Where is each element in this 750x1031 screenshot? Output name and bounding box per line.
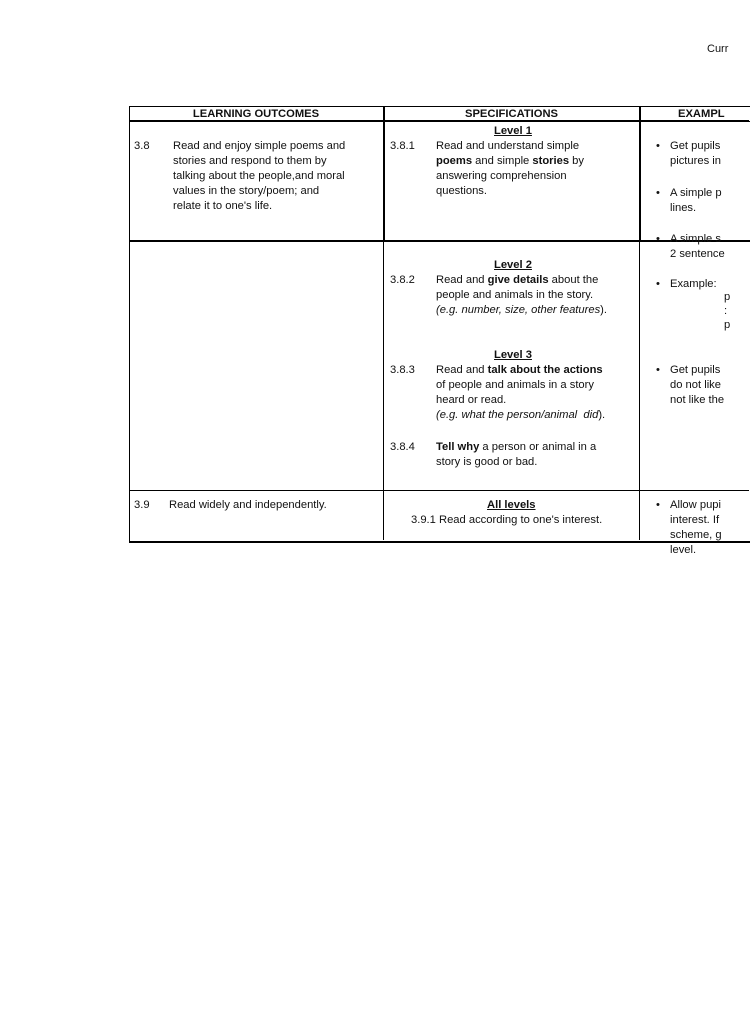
example-line: 2 sentence xyxy=(670,248,725,260)
spec-text: about the xyxy=(548,274,599,286)
spec-line xyxy=(436,440,596,455)
spec-text: and simple xyxy=(472,155,533,167)
column-divider xyxy=(383,106,384,540)
example-line: : xyxy=(724,305,728,317)
example-bullet: • Get pupils xyxy=(670,363,720,378)
spec-emphasis: Tell why xyxy=(436,441,480,453)
spec-number: 3.8.1 xyxy=(390,140,415,152)
example-line: p xyxy=(724,319,731,331)
spec-line: Read and understand simple xyxy=(436,140,580,152)
outcome-number: 3.9 xyxy=(134,499,150,511)
spec-text: a person or animal in a xyxy=(479,441,597,453)
example-bullet: • Example: xyxy=(670,277,717,292)
example-bullet: • A simple p xyxy=(670,186,722,201)
column-header-examples: EXAMPL xyxy=(678,108,725,120)
spec-line: 3.9.1 Read according to one's interest. xyxy=(411,514,603,526)
spec-line xyxy=(436,303,607,318)
level-title: Level 3 xyxy=(494,349,532,361)
example-bullet: • Allow pupi xyxy=(670,498,721,513)
spec-line xyxy=(436,273,598,288)
spec-example: (e.g. number, size, other features xyxy=(436,304,601,316)
level-title: Level 1 xyxy=(494,125,532,137)
spec-emphasis: talk about the actions xyxy=(487,364,603,376)
spec-text: by xyxy=(569,155,585,167)
spec-line xyxy=(436,408,605,423)
outcome-line: talking about the people,and moral xyxy=(173,170,345,182)
spec-line: answering comprehension xyxy=(436,170,567,182)
outcome-line: values in the story/poem; and xyxy=(173,185,320,197)
example-line: pictures in xyxy=(670,155,721,167)
running-header: Curr xyxy=(707,43,729,55)
spec-line: people and animals in the story. xyxy=(436,289,594,301)
spec-emphasis: give details xyxy=(487,274,549,286)
example-line: scheme, g xyxy=(670,529,722,541)
spec-number: 3.8.3 xyxy=(390,364,415,376)
example-line: lines. xyxy=(670,202,697,214)
level-title: All levels xyxy=(487,499,536,511)
outcome-line: relate it to one's life. xyxy=(173,200,273,212)
example-bullet: • A simple s xyxy=(670,232,721,247)
spec-line: story is good or bad. xyxy=(436,456,538,468)
outcome-line: stories and respond to them by xyxy=(173,155,327,167)
example-line: interest. If xyxy=(670,514,720,526)
outcome-number: 3.8 xyxy=(134,140,150,152)
example-line: not like the xyxy=(670,394,725,406)
spec-text: Read and xyxy=(436,364,488,376)
spec-number: 3.8.4 xyxy=(390,441,415,453)
spec-emphasis: stories xyxy=(532,155,570,167)
example-bullet: • Get pupils xyxy=(670,139,720,154)
spec-line xyxy=(436,154,584,169)
spec-text: Read and xyxy=(436,274,488,286)
spec-line: heard or read. xyxy=(436,394,507,406)
spec-line xyxy=(436,363,603,378)
example-line: level. xyxy=(670,544,697,556)
spec-line: of people and animals in a story xyxy=(436,379,594,391)
level-title: Level 2 xyxy=(494,259,532,271)
outcome-line: Read and enjoy simple poems and xyxy=(173,140,346,152)
spec-text: ). xyxy=(598,409,606,421)
column-divider xyxy=(639,106,640,540)
spec-number: 3.8.2 xyxy=(390,274,415,286)
row-divider xyxy=(129,490,749,491)
outcome-line: Read widely and independently. xyxy=(169,499,327,511)
column-header-learning-outcomes: LEARNING OUTCOMES xyxy=(192,108,320,120)
spec-emphasis: poems xyxy=(436,155,473,167)
example-line: p xyxy=(724,291,731,303)
column-header-specifications: SPECIFICATIONS xyxy=(464,108,559,120)
spec-text: ). xyxy=(600,304,608,316)
example-line: do not like xyxy=(670,379,721,391)
spec-line: questions. xyxy=(436,185,487,197)
spec-example: (e.g. what the person/animal did xyxy=(436,409,599,421)
